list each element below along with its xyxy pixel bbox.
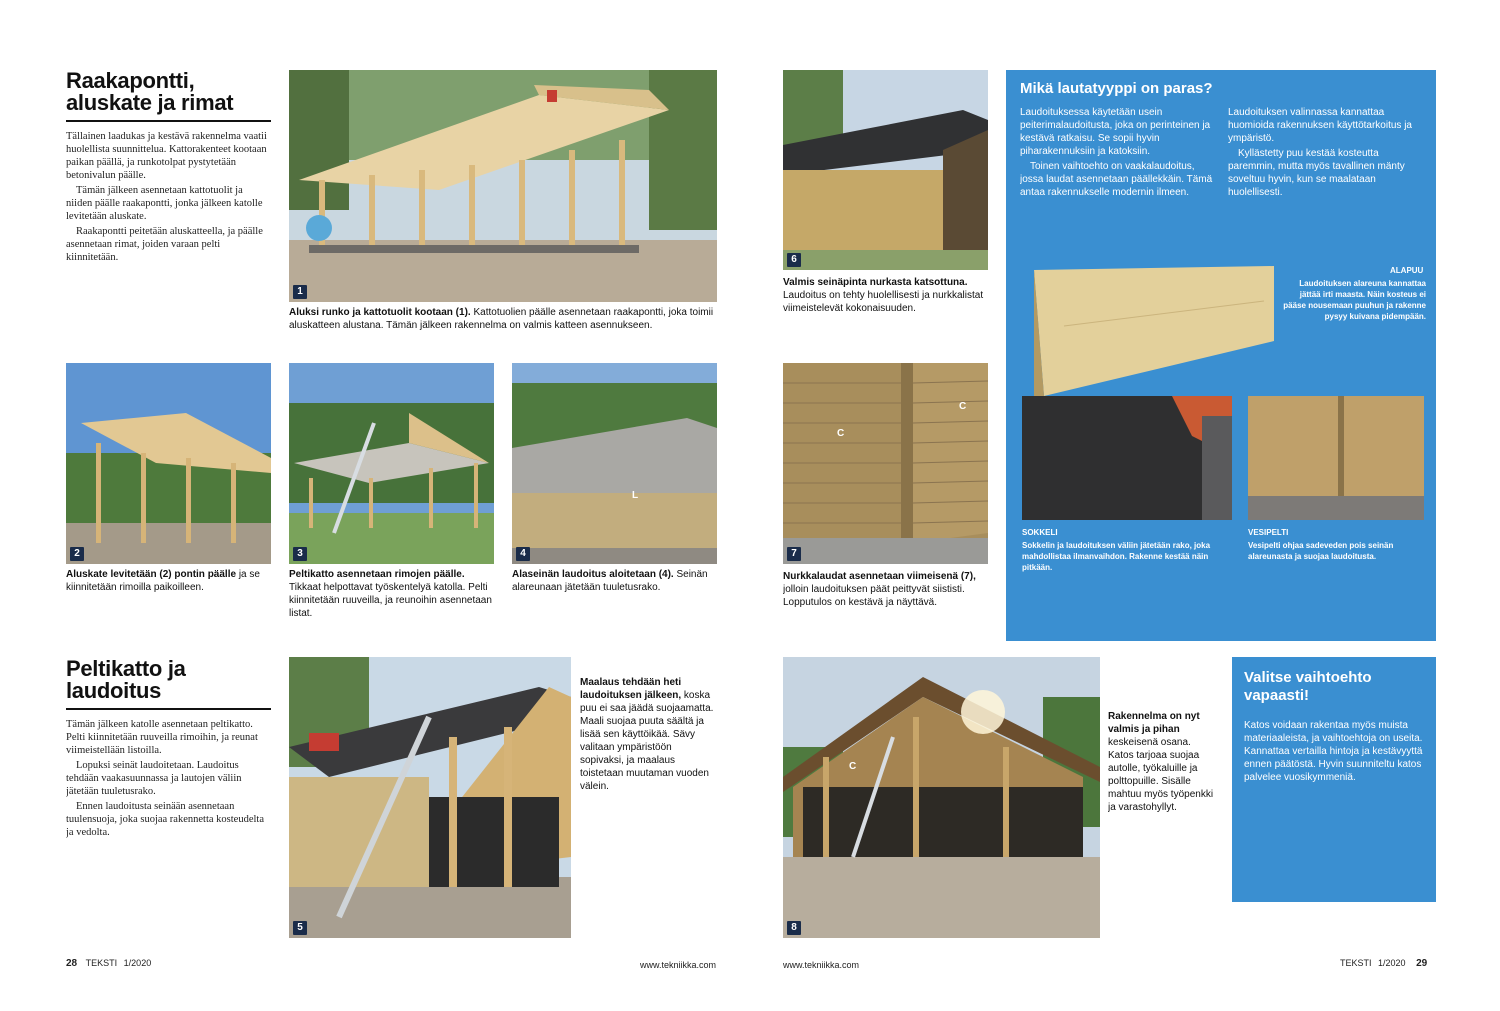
caption-6-rest: Laudoitus on tehty huolellisesti ja nurkkalistat viimeistelevät kokonaisuuden. bbox=[783, 290, 984, 314]
photo-5-number: 5 bbox=[293, 921, 307, 935]
photo-7-letter-a: C bbox=[837, 428, 845, 439]
photo-3-number: 3 bbox=[293, 547, 307, 561]
right-footer-mag: TEKSTI bbox=[1340, 958, 1372, 968]
right-footer-issue: 1/2020 bbox=[1378, 958, 1406, 968]
caption-2 bbox=[66, 568, 271, 610]
caption-6 bbox=[783, 276, 988, 318]
right-footer-url: www.tekniikka.com bbox=[783, 960, 860, 970]
section2-title bbox=[66, 658, 271, 702]
info-box-choice-title bbox=[1244, 669, 1429, 705]
photo-4-metal-roof bbox=[512, 363, 717, 564]
caption-1 bbox=[289, 306, 717, 336]
note-alapuu: Laudoituksen alareuna kannattaa jättää irti maasta. Näin kosteus ei pääse nousemaan puuhun ja rakenne pysyy kuivana pidempään. bbox=[1283, 279, 1426, 321]
left-page-number: 28 bbox=[66, 958, 78, 969]
caption-7-rest: jolloin laudoituksen päät peittyvät siististi. Lopputulos on kestävä ja näyttävä. bbox=[783, 584, 965, 608]
right-footer-page bbox=[1340, 958, 1427, 969]
info-box-lumber-col2-p1: Laudoituksen valinnassa kannattaa huomioida rakennuksen käyttötarkoitus ja ympäristö. bbox=[1228, 107, 1412, 144]
section2-p1: Tämän jälkeen katolle asennetaan peltikatto. Pelti kiinnitetään ruuveilla rimoihin, ja reunat viimeistellään listoilla. bbox=[66, 719, 258, 756]
caption-7-bold: Nurkkalaudat asennetaan viimeisenä (7), bbox=[783, 571, 976, 582]
section1-p3: Raakapontti peitetään aluskatteella, ja päälle asennetaan rimat, joiden varaan pelti kiinnitetään. bbox=[66, 226, 263, 263]
note-sokkeli: Sokkelin ja laudoituksen väliin jätetään rako, joka mahdollistaa ilmanvaihdon. Rakenne kestää näin pitkään. bbox=[1022, 541, 1211, 572]
photo-7-corner bbox=[783, 363, 988, 564]
caption-4-bold: Alaseinän laudoitus aloitetaan (4). bbox=[512, 569, 674, 580]
photo-6-finished-wall bbox=[783, 70, 988, 270]
caption-3-bold: Peltikatto asennetaan rimojen päälle. bbox=[289, 569, 465, 580]
section1-title bbox=[66, 70, 271, 114]
photo-4-letter: L bbox=[632, 490, 639, 501]
caption-8 bbox=[1108, 710, 1218, 938]
info-box-choice-text: Katos voidaan rakentaa myös muista materiaaleista, ja vaihtoehtoja on useita. Kannattaa vertailla hintoja ja kestävyyttä ennen päätöstä. Hyvin suunniteltu katos palvelee vuosikymmeniä. bbox=[1244, 720, 1423, 783]
photo-8-completed-shelter bbox=[783, 657, 1100, 938]
photo-8-number: 8 bbox=[787, 921, 801, 935]
photo-7-letter-b: C bbox=[959, 401, 967, 412]
section2-p2: Lopuksi seinät laudoitetaan. Laudoitus tehdään vaakasuunnassa ja lautojen väliin jätetään tuuletusrako. bbox=[66, 760, 242, 797]
section1-p1: Tällainen laadukas ja kestävä rakennelma vaatii huolellista suunnittelua. Kattorakenteet kootaan paikan päällä, ja runkotolpat pystytetään betonivalun päälle. bbox=[66, 131, 267, 181]
caption-8-bold: Rakennelma on nyt valmis ja pihan bbox=[1108, 711, 1200, 735]
section1-title-line1: Raakapontti, bbox=[66, 68, 195, 93]
caption-2-bold: Aluskate levitetään (2) pontin päälle bbox=[66, 569, 237, 580]
photo-2-number: 2 bbox=[70, 547, 84, 561]
section2-p3: Ennen laudoitusta seinään asennetaan tuulensuoja, joka suojaa rakennetta kosteudelta ja vedolta. bbox=[66, 801, 264, 838]
caption-3 bbox=[289, 568, 494, 648]
section1-p2: Tämän jälkeen asennetaan kattotuolit ja niiden päälle raakapontti, jonka jälkeen katolle levitetään aluskate. bbox=[66, 185, 263, 222]
info-box-lumber-col2-p2: Kyllästetty puu kestää kosteutta paremmin, mutta myös tavallinen mänty soveltuu hyvin, kun se maalataan huolellisesti. bbox=[1228, 148, 1405, 198]
left-footer-mag: TEKSTI bbox=[85, 958, 118, 968]
info-box-lumber-col1 bbox=[1020, 106, 1218, 256]
info-box-lumber-title: Mikä lautatyyppi on paras? bbox=[1020, 80, 1213, 97]
caption-5 bbox=[580, 676, 717, 938]
caption-8-rest: keskeisenä osana. Katos tarjoaa suojaa autolle, työkaluille ja polttopuille. Sisälle mahtuu myös työpenkki ja varastohyllyt. bbox=[1108, 737, 1214, 813]
photo-7-number: 7 bbox=[787, 547, 801, 561]
info-box-choice-title-line1: Valitse vaihtoehto bbox=[1244, 669, 1372, 686]
left-footer-page bbox=[66, 958, 151, 969]
photo-3-underlay bbox=[289, 363, 494, 564]
caption-1-rest: Kattotuolien päälle asennetaan raakapontti, joka toimii aluskatteen alustana. Tämän jälkeen rakennelma on valmis katteen asennukseen. bbox=[289, 307, 714, 331]
photo-6-number: 6 bbox=[787, 253, 801, 267]
caption-4-rest: Seinän alareunaan jätetään tuuletusrako. bbox=[512, 569, 708, 593]
caption-7 bbox=[783, 570, 988, 642]
note-vesipelti: Vesipelti ohjaa sadeveden pois seinän alareunasta ja suojaa laudoitusta. bbox=[1248, 541, 1394, 561]
section1-rule bbox=[66, 120, 271, 122]
section2-title-line1: Peltikatto ja bbox=[66, 656, 186, 681]
label-alapuu: ALAPUU bbox=[1390, 266, 1424, 275]
left-footer-url: www.tekniikka.com bbox=[640, 960, 717, 970]
caption-3-rest: Tikkaat helpottavat työskentelyä katolla. Pelti kiinnitetään ruuveilla, ja reunoihin asennetaan listat. bbox=[289, 582, 492, 619]
info-box-lumber bbox=[1006, 70, 1436, 641]
section2-rule bbox=[66, 708, 271, 710]
detail-photo-vesipelti bbox=[1248, 396, 1424, 520]
caption-5-rest: koska puu ei saa jäädä suojaamatta. Maali suojaa puuta säältä ja lisää sen käyttöikää. Sävy valitaan ympäristöön sopivaksi, ja maalaus toistetaan muutaman vuoden välein. bbox=[580, 690, 714, 792]
section1-body bbox=[66, 130, 271, 330]
info-box-lumber-col1-p2: Toinen vaihtoehto on vaakalaudoitus, jossa laudat asennetaan päällekkäin. Tämä antaa rakennukselle modernin ilmeen. bbox=[1020, 161, 1213, 198]
detail-photo-sokkeli bbox=[1022, 396, 1232, 520]
label-sokkeli: SOKKELI bbox=[1022, 528, 1058, 537]
photo-1-number: 1 bbox=[293, 285, 307, 299]
info-box-lumber-col2 bbox=[1228, 106, 1424, 256]
left-footer-issue: 1/2020 bbox=[123, 958, 152, 968]
info-box-choice bbox=[1232, 657, 1436, 902]
info-box-choice-title-line2: vapaasti! bbox=[1244, 687, 1310, 704]
caption-5-bold: Maalaus tehdään heti laudoituksen jälkeen, bbox=[580, 677, 682, 701]
photo-1-roof-frame bbox=[289, 70, 717, 302]
section1-title-line2: aluskate ja rimat bbox=[66, 90, 234, 115]
plank-image bbox=[1034, 266, 1274, 396]
photo-5-painting bbox=[289, 657, 571, 938]
section2-body bbox=[66, 718, 271, 933]
right-page-number: 29 bbox=[1416, 958, 1428, 969]
label-vesipelti: VESIPELTI bbox=[1248, 528, 1289, 537]
info-box-lumber-col1-p1: Laudoituksessa käytetään usein peiterimalaudoitusta, joka on perinteinen ja kestävä ratkaisu. Se sopii hyvin piharakennuksiin ja katoksiin. bbox=[1020, 107, 1211, 157]
caption-1-bold: Aluksi runko ja kattotuolit kootaan (1). bbox=[289, 307, 471, 318]
photo-8-letter: C bbox=[849, 761, 857, 772]
caption-2-rest: ja se kiinnitetään rimoilla paikoilleen. bbox=[66, 569, 260, 593]
photo-4-number: 4 bbox=[516, 547, 530, 561]
photo-2-rafters bbox=[66, 363, 271, 564]
caption-4 bbox=[512, 568, 717, 628]
section2-title-line2: laudoitus bbox=[66, 678, 162, 703]
caption-6-bold: Valmis seinäpinta nurkasta katsottuna. bbox=[783, 277, 968, 288]
